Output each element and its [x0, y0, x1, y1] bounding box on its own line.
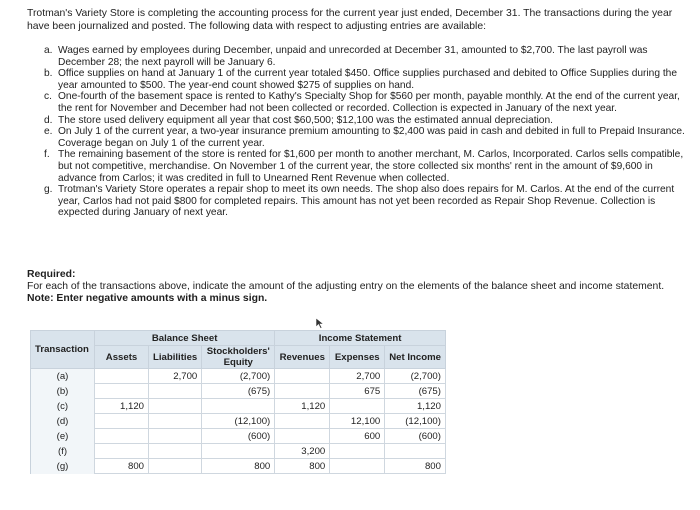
net-income-input[interactable]: (12,100): [385, 414, 446, 429]
table-row: [31, 414, 446, 429]
equity-input[interactable]: (600): [202, 429, 275, 444]
expenses-input[interactable]: [330, 444, 385, 459]
assets-input[interactable]: [95, 369, 149, 384]
revenues-input[interactable]: [275, 384, 330, 399]
list-item: [44, 45, 689, 68]
equity-input[interactable]: [202, 444, 275, 459]
item-letter: f.: [44, 149, 50, 161]
list-item: [44, 126, 689, 149]
expenses-input[interactable]: 12,100: [330, 414, 385, 429]
header-revenues: Revenues: [275, 346, 330, 369]
expenses-input[interactable]: [330, 459, 385, 474]
header-net-income: Net Income: [385, 346, 446, 369]
assets-input[interactable]: [95, 414, 149, 429]
table-row: [31, 384, 446, 399]
required-text: For each of the transactions above, indicate the amount of the adjusting entry on the elements of the balance sheet and income statement.: [27, 281, 665, 292]
table-row: [31, 369, 446, 384]
revenues-input[interactable]: 3,200: [275, 444, 330, 459]
row-label: (g): [31, 459, 95, 474]
net-income-input[interactable]: 1,120: [385, 399, 446, 414]
item-letter: e.: [44, 126, 53, 138]
liabilities-input[interactable]: [149, 384, 202, 399]
item-letter: g.: [44, 184, 53, 196]
revenues-input[interactable]: [275, 429, 330, 444]
adjustment-data-list: [44, 45, 689, 219]
header-transaction: Transaction: [31, 331, 95, 369]
row-label: (c): [31, 399, 95, 414]
equity-input[interactable]: (12,100): [202, 414, 275, 429]
item-letter: d.: [44, 114, 53, 126]
list-item: [44, 149, 689, 184]
required-section: [27, 269, 677, 305]
revenues-input[interactable]: [275, 414, 330, 429]
adjustment-effects-table: [30, 330, 446, 474]
item-letter: b.: [44, 68, 53, 80]
required-note: Note: Enter negative amounts with a minus sign.: [27, 293, 268, 304]
table-row: [31, 444, 446, 459]
required-heading: Required:: [27, 269, 76, 280]
revenues-input[interactable]: 1,120: [275, 399, 330, 414]
expenses-input[interactable]: 2,700: [330, 369, 385, 384]
net-income-input[interactable]: 800: [385, 459, 446, 474]
revenues-input[interactable]: 800: [275, 459, 330, 474]
assets-input[interactable]: [95, 429, 149, 444]
equity-input[interactable]: [202, 399, 275, 414]
item-text: One-fourth of the basement space is rented to Kathy's Specialty Shop for $560 per month, payable monthly. At the end of the current year, the rent for November and December had not been collected or recorded. Collection is expected in January of the next year.: [58, 91, 680, 114]
net-income-input[interactable]: [385, 444, 446, 459]
table-row: [31, 399, 446, 414]
header-liabilities: Liabilities: [149, 346, 202, 369]
header-assets: Assets: [95, 346, 149, 369]
item-text: Office supplies on hand at January 1 of the current year totaled $450. Office supplies purchased and debited to Office Supplies during the year amounted to $500. The year-end count showed $275 of supplies on hand.: [58, 68, 678, 91]
item-text: On July 1 of the current year, a two-year insurance premium amounting to $2,400 was paid in cash and debited in full to Prepaid Insurance. Coverage began on July 1 of the current year.: [58, 126, 685, 149]
item-letter: a.: [44, 45, 53, 56]
liabilities-input[interactable]: [149, 414, 202, 429]
mouse-cursor-icon: [315, 317, 325, 329]
liabilities-input[interactable]: 2,700: [149, 369, 202, 384]
net-income-input[interactable]: (2,700): [385, 369, 446, 384]
equity-input[interactable]: (2,700): [202, 369, 275, 384]
assets-input[interactable]: 800: [95, 459, 149, 474]
list-item: [44, 91, 689, 114]
table-row: [31, 429, 446, 444]
row-label: (a): [31, 369, 95, 384]
liabilities-input[interactable]: [149, 444, 202, 459]
expenses-input[interactable]: 600: [330, 429, 385, 444]
row-label: (d): [31, 414, 95, 429]
item-text: The store used delivery equipment all year that cost $60,500; $12,100 was the estimated annual depreciation.: [58, 114, 553, 126]
assets-input[interactable]: [95, 384, 149, 399]
header-equity-line2: Equity: [223, 357, 253, 368]
list-item: [44, 68, 689, 91]
list-item: [44, 115, 689, 127]
header-balance-sheet: Balance Sheet: [95, 331, 275, 346]
list-item: [44, 184, 689, 219]
item-text: The remaining basement of the store is rented for $1,600 per month to another merchant, M. Carlos, Incorporated. Carlos sells compatible, but not competitive, merchandise. On November 1 of the current year, the store collected six months' rent in the amount of $9,600 in advance from Carlos; it was credited in full to Unearned Rent Revenue when collected.: [58, 149, 684, 184]
liabilities-input[interactable]: [149, 399, 202, 414]
item-text: Trotman's Variety Store operates a repair shop to meet its own needs. The shop also does repairs for M. Carlos. At the end of the current year, Carlos had not paid $800 for completed repairs. This amount has not yet been recorded as Repair Shop Revenue. Collection is expected during January of next year.: [58, 184, 675, 219]
net-income-input[interactable]: (600): [385, 429, 446, 444]
item-letter: c.: [44, 91, 52, 103]
item-text: Wages earned by employees during December, unpaid and unrecorded at December 31, amounted to $2,700. The last payroll was December 28; the next payroll will be January 6.: [58, 45, 648, 68]
problem-intro: Trotman's Variety Store is completing the accounting process for the current year just ended, December 31. The transactions during the year have been journalized and posted. The following data with respect to adjusting entries are available:: [27, 8, 673, 32]
header-equity-line1: Stockholders': [206, 346, 270, 357]
assets-input[interactable]: [95, 444, 149, 459]
equity-input[interactable]: (675): [202, 384, 275, 399]
assets-input[interactable]: 1,120: [95, 399, 149, 414]
header-equity: [202, 346, 275, 369]
net-income-input[interactable]: (675): [385, 384, 446, 399]
equity-input[interactable]: 800: [202, 459, 275, 474]
row-label: (e): [31, 429, 95, 444]
revenues-input[interactable]: [275, 369, 330, 384]
table-row: [31, 459, 446, 474]
expenses-input[interactable]: [330, 399, 385, 414]
liabilities-input[interactable]: [149, 459, 202, 474]
expenses-input[interactable]: 675: [330, 384, 385, 399]
row-label: (f): [31, 444, 95, 459]
header-expenses: Expenses: [330, 346, 385, 369]
header-income-statement: Income Statement: [275, 331, 446, 346]
row-label: (b): [31, 384, 95, 399]
liabilities-input[interactable]: [149, 429, 202, 444]
